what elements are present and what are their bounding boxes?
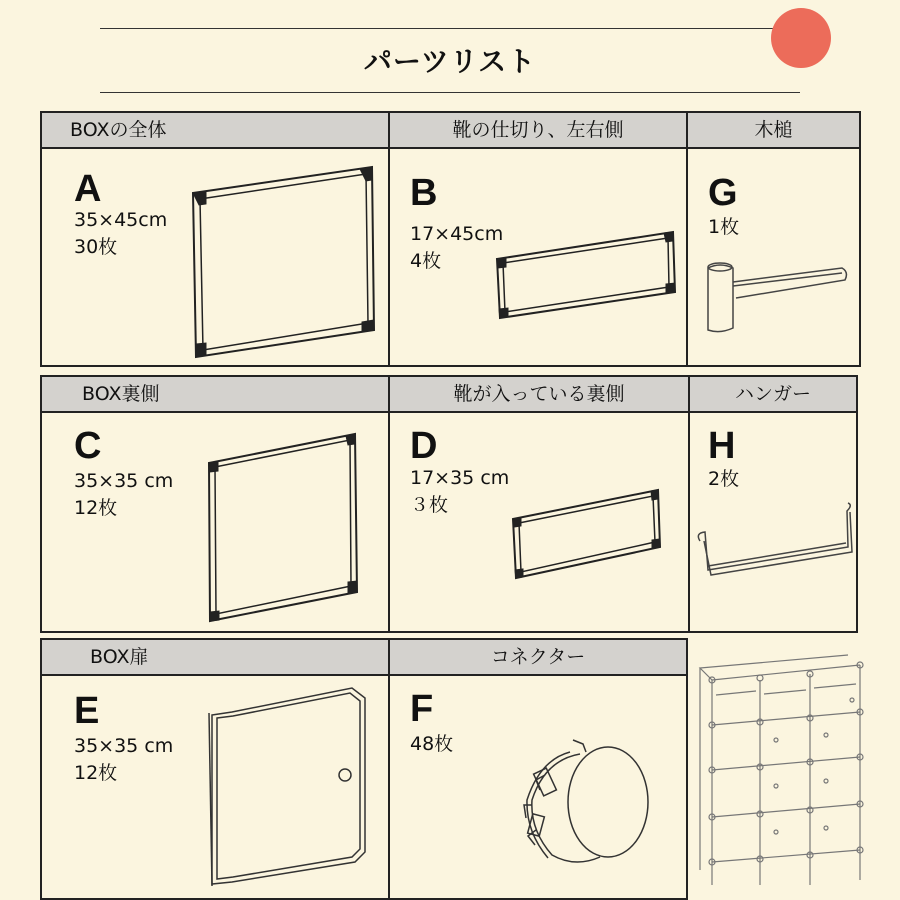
size-b: 17×45cm xyxy=(410,223,504,245)
letter-c: C xyxy=(74,425,102,467)
mallet-illustration xyxy=(708,263,846,332)
count-a: 30枚 xyxy=(74,236,118,258)
letter-h: H xyxy=(708,425,736,467)
size-e: 35×35 cm xyxy=(74,735,174,757)
count-e: 12枚 xyxy=(74,762,118,784)
header-b-label: 靴の仕切り、左右側 xyxy=(452,118,624,141)
panel-d-illustration xyxy=(513,490,660,578)
hanger-illustration xyxy=(698,503,852,575)
header-g-label: 木槌 xyxy=(754,118,793,141)
letter-b: B xyxy=(410,172,438,214)
header-h-label: ハンガー xyxy=(734,382,811,405)
count-c: 12枚 xyxy=(74,497,118,519)
header-a-label: BOXの全体 xyxy=(70,118,167,141)
count-b: 4枚 xyxy=(410,250,442,272)
panel-b-illustration xyxy=(497,232,675,318)
letter-d: D xyxy=(410,425,438,467)
count-d: ３枚 xyxy=(410,494,449,516)
size-d: 17×35 cm xyxy=(410,467,510,489)
page-title: パーツリスト xyxy=(363,45,537,78)
panel-a-illustration xyxy=(193,167,374,357)
connector-illustration xyxy=(524,740,648,862)
letter-a: A xyxy=(74,168,102,210)
size-a: 35×45cm xyxy=(74,209,168,231)
letter-f: F xyxy=(410,688,434,730)
letter-e: E xyxy=(74,690,100,732)
header-d-label: 靴が入っている裏側 xyxy=(453,382,625,405)
panel-c-illustration xyxy=(209,434,357,621)
count-h: 2枚 xyxy=(708,468,740,490)
size-c: 35×35 cm xyxy=(74,470,174,492)
count-g: 1枚 xyxy=(708,216,740,238)
count-f: 48枚 xyxy=(410,733,454,755)
shelf-unit-illustration xyxy=(700,655,863,885)
door-e-illustration xyxy=(209,688,365,886)
header-f-label: コネクター xyxy=(490,645,586,668)
header-c-label: BOX裏側 xyxy=(82,382,160,405)
header-e-label: BOX扉 xyxy=(90,645,149,668)
letter-g: G xyxy=(708,172,738,214)
